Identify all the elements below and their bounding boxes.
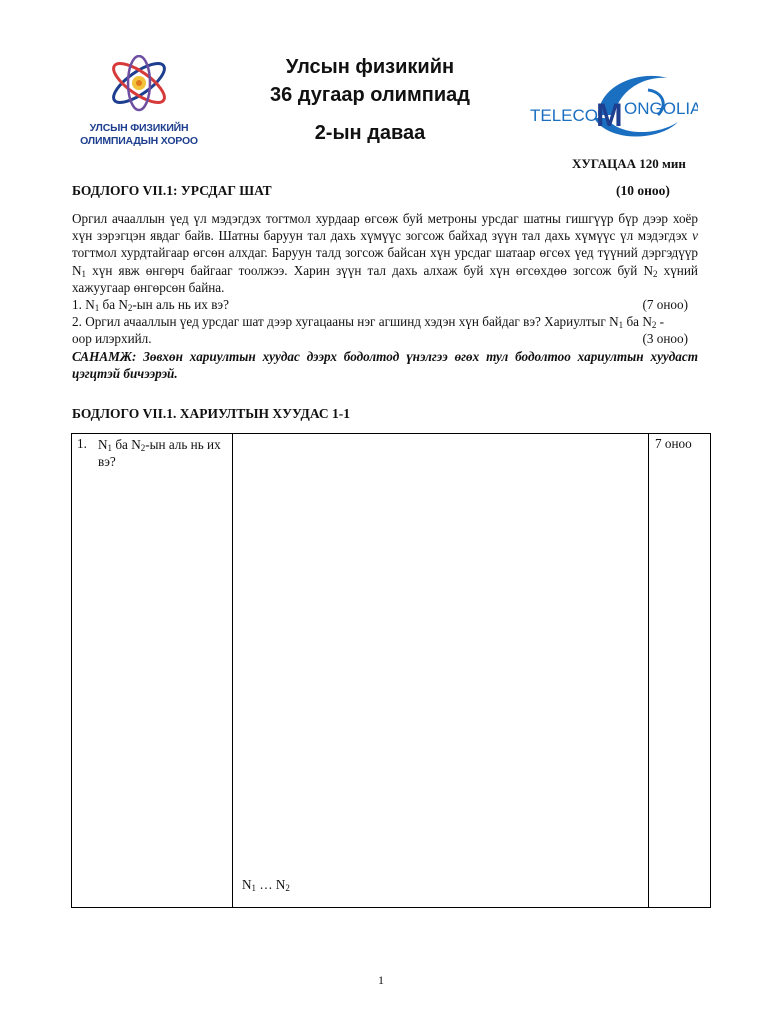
- row-question: $N_1$ ба $N_2-ын$ аль нь их вэ?: [98, 437, 221, 469]
- title-line-1: Улсын физикийн: [285, 56, 455, 78]
- row-number: 1.: [77, 436, 87, 451]
- answer-table: [71, 433, 711, 908]
- answer-comparison: $N_1$ … $N_2$: [242, 877, 290, 893]
- mongolia-text: ONGOLIA: [624, 99, 698, 118]
- question-1: 1. $N_1$ ба $N_2-ын$ аль нь их вэ? (7 оноо): [72, 297, 688, 314]
- title-line-3: 2-ын даваа: [314, 122, 426, 144]
- points-cell: [649, 434, 711, 908]
- telecom-m-letter: M: [596, 97, 623, 133]
- page-number: 1: [378, 973, 384, 987]
- logo-caption-line2: ОЛИМПИАДЫН ХОРОО: [80, 135, 198, 147]
- question-cell: [72, 434, 233, 908]
- telecom-swoosh-icon: [528, 70, 698, 150]
- page-title: [240, 53, 500, 147]
- answer-sheet-heading: БОДЛОГО VII.1. ХАРИУЛТЫН ХУУДАС 1-1: [72, 406, 351, 421]
- time-limit: ХУГАЦАА 120 мин: [572, 156, 686, 171]
- question-2-line2: оор илэрхийл. (3 оноо): [72, 331, 688, 347]
- table-row: [72, 434, 711, 908]
- answer-cell[interactable]: [233, 434, 649, 908]
- title-line-2: 36 дугаар олимпиад: [270, 84, 470, 106]
- question-2: 2. Оргил ачааллын үед урсдаг шат дээр хугацааны нэг агшинд хэдэн хүн байдаг вэ? Хариултыг $N_1$ ба $N_2$ -: [72, 314, 665, 331]
- problem-points: (10 оноо): [616, 183, 670, 198]
- question-2-points: (3 оноо): [642, 331, 688, 347]
- telecom-text: TELECO: [530, 106, 599, 125]
- physics-olympiad-committee-logo: [80, 55, 198, 150]
- problem-heading: БОДЛОГО VII.1: УРСДАГ ШАТ: [72, 183, 272, 198]
- note: САНАМЖ: Зөвхөн хариултын хуудас дээрх бодолтод үнэлгээ өгөх тул бодолтоо хариултын хуудаст цэгцтэй бичээрэй.: [72, 348, 698, 381]
- logo-caption-line1: УЛСЫН ФИЗИКИЙН: [89, 122, 189, 134]
- problem-paragraph: Оргил ачааллын үед үл мэдэгдэх тогтмол хурдаар өгсөж буй метроны урсдаг шатны гишгүүр бүр дээр хоёр хүн зэрэгцэн явдаг байв. Шатны баруун тал дахь хүмүүс зогсож байхад зүүн тал дахь хүмүүс үл мэдэгдэх v тогтмол хурдтайгаар өгсөн алхдаг. Баруун талд зогсож байсан хүн урсдаг шатаар өгсөх үед түүний дэргэдүүр $N_1$ хүн явж өнгөрч байгааг тоолжээ. Харин зүүн тал дахь алхаж буй хүн өгсөхдөө зогсож буй $N_2$ хүний хажуугаар өнгөрсөн байна.: [72, 211, 698, 295]
- problem-statement: [72, 210, 698, 382]
- question-1-points: (7 оноо): [642, 297, 688, 313]
- telecom-mongolia-logo: [528, 70, 698, 150]
- atom-emblem-icon: [105, 55, 173, 115]
- row-points: 7 оноо: [655, 436, 692, 451]
